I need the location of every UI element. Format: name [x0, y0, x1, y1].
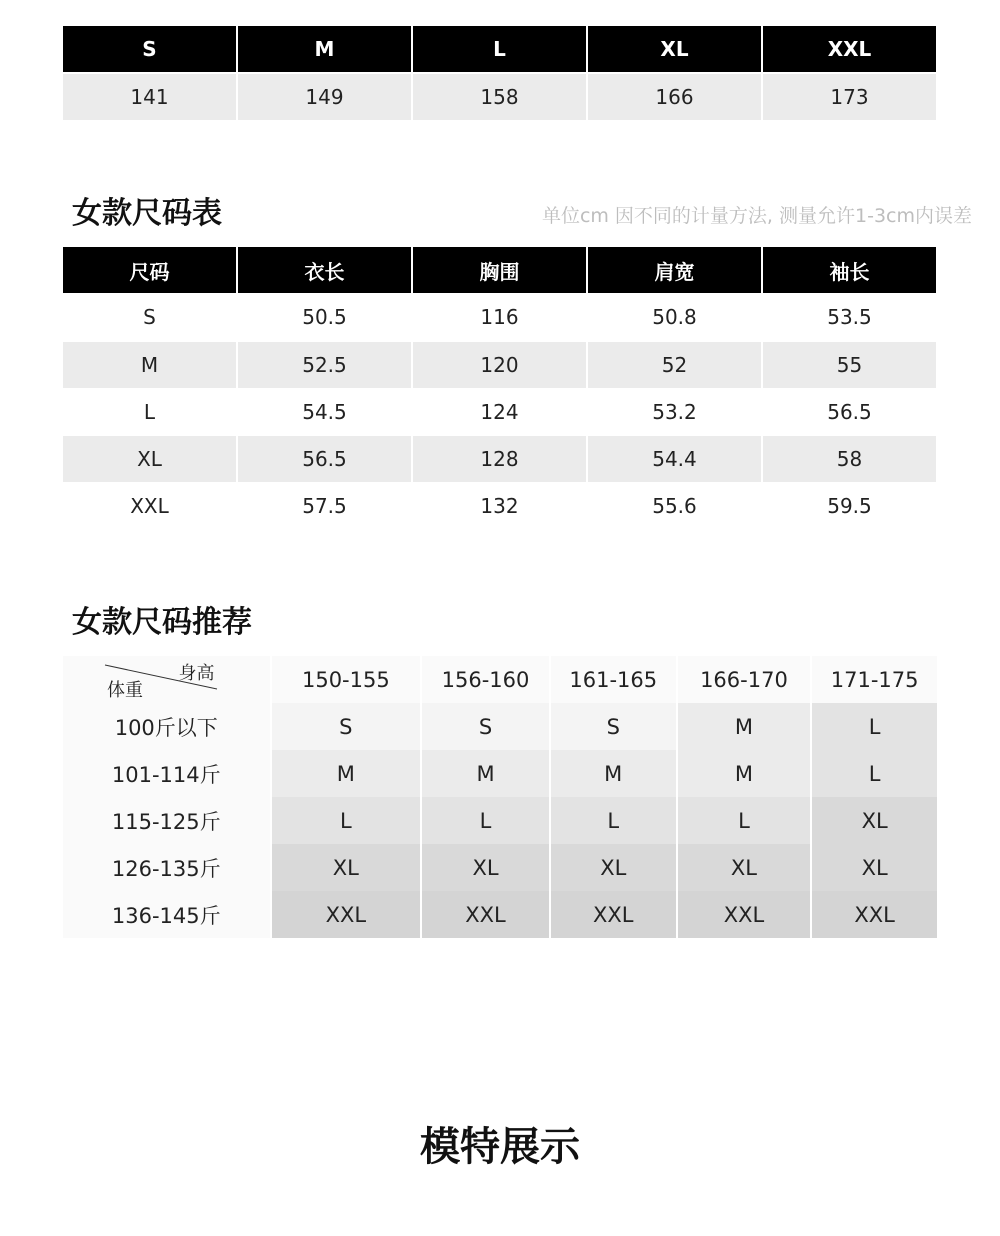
corner-cell: [63, 656, 270, 703]
table-row: [63, 750, 937, 797]
top-table-row: [63, 74, 937, 120]
size-cell: S: [422, 703, 549, 750]
size-header-cell: 衣长: [238, 247, 411, 293]
size-cell: S: [551, 703, 676, 750]
chest-cell: 132: [413, 483, 586, 529]
chest-cell: 124: [413, 389, 586, 435]
top-table-header: [63, 26, 937, 72]
size-cell: L: [422, 797, 549, 844]
shoulder-cell: 52: [588, 342, 761, 388]
size-cell: XXL: [812, 891, 937, 938]
weight-label-cell: 126-135斤: [63, 844, 270, 891]
length-cell: 50.5: [238, 294, 411, 340]
table-row: [63, 389, 937, 435]
corner-height-label: 身高: [178, 663, 215, 684]
top-header-cell: M: [238, 26, 411, 72]
table-row: [63, 797, 937, 844]
top-value-cell: 149: [238, 74, 411, 120]
diagonal-divider: [63, 656, 270, 703]
height-header-cell: 166-170: [678, 656, 811, 703]
size-cell: XXL: [551, 891, 676, 938]
recommend-title: 女款尺码推荐: [72, 605, 252, 640]
size-chart-header: [63, 247, 937, 293]
table-row: [63, 436, 937, 482]
size-cell: XL: [678, 844, 811, 891]
top-header-cell: S: [63, 26, 236, 72]
top-value-cell: 141: [63, 74, 236, 120]
size-cell: M: [422, 750, 549, 797]
size-cell: S: [63, 294, 236, 340]
corner-weight-label: 体重: [107, 680, 143, 701]
top-header-cell: XL: [588, 26, 761, 72]
size-cell: XL: [812, 844, 937, 891]
length-cell: 56.5: [238, 436, 411, 482]
size-cell: XL: [551, 844, 676, 891]
size-cell: XL: [812, 797, 937, 844]
chest-cell: 116: [413, 294, 586, 340]
top-header-cell: XXL: [763, 26, 936, 72]
table-row: [63, 844, 937, 891]
weight-label-cell: 115-125斤: [63, 797, 270, 844]
sleeve-cell: 58: [763, 436, 936, 482]
size-chart-title: 女款尺码表: [72, 196, 222, 231]
table-row: [63, 891, 937, 938]
top-value-cell: 158: [413, 74, 586, 120]
shoulder-cell: 50.8: [588, 294, 761, 340]
sleeve-cell: 59.5: [763, 483, 936, 529]
top-header-cell: L: [413, 26, 586, 72]
length-cell: 54.5: [238, 389, 411, 435]
table-row: [63, 342, 937, 388]
height-header-cell: 156-160: [422, 656, 549, 703]
sleeve-cell: 53.5: [763, 294, 936, 340]
length-cell: 52.5: [238, 342, 411, 388]
recommend-header: [63, 656, 937, 703]
size-cell: XL: [63, 436, 236, 482]
size-header-cell: 胸围: [413, 247, 586, 293]
top-value-cell: 173: [763, 74, 936, 120]
size-cell: L: [272, 797, 421, 844]
recommend-table: [63, 656, 937, 938]
height-header-cell: 161-165: [551, 656, 676, 703]
size-cell: XXL: [422, 891, 549, 938]
weight-label-cell: 136-145斤: [63, 891, 270, 938]
size-cell: L: [812, 750, 937, 797]
size-cell: XXL: [678, 891, 811, 938]
size-cell: XL: [272, 844, 421, 891]
sleeve-cell: 56.5: [763, 389, 936, 435]
size-cell: L: [812, 703, 937, 750]
shoulder-cell: 53.2: [588, 389, 761, 435]
chest-cell: 120: [413, 342, 586, 388]
table-row: [63, 294, 937, 340]
size-cell: L: [551, 797, 676, 844]
size-header-cell: 尺码: [63, 247, 236, 293]
size-cell: XXL: [63, 483, 236, 529]
size-header-cell: 肩宽: [588, 247, 761, 293]
size-cell: S: [272, 703, 421, 750]
chest-cell: 128: [413, 436, 586, 482]
sleeve-cell: 55: [763, 342, 936, 388]
table-row: [63, 703, 937, 750]
size-cell: M: [63, 342, 236, 388]
height-header-cell: 150-155: [272, 656, 421, 703]
size-cell: XL: [422, 844, 549, 891]
model-section-title: 模特展示: [420, 1124, 580, 1170]
weight-label-cell: 100斤以下: [63, 703, 270, 750]
top-value-cell: 166: [588, 74, 761, 120]
height-header-cell: 171-175: [812, 656, 937, 703]
table-row: [63, 483, 937, 529]
size-cell: M: [272, 750, 421, 797]
size-cell: L: [63, 389, 236, 435]
size-cell: M: [678, 750, 811, 797]
size-cell: L: [678, 797, 811, 844]
size-cell: M: [678, 703, 811, 750]
weight-label-cell: 101-114斤: [63, 750, 270, 797]
size-cell: XXL: [272, 891, 421, 938]
shoulder-cell: 54.4: [588, 436, 761, 482]
size-cell: M: [551, 750, 676, 797]
length-cell: 57.5: [238, 483, 411, 529]
size-header-cell: 袖长: [763, 247, 936, 293]
shoulder-cell: 55.6: [588, 483, 761, 529]
size-chart-note: 单位cm 因不同的计量方法, 测量允许1-3cm内误差: [541, 205, 972, 227]
